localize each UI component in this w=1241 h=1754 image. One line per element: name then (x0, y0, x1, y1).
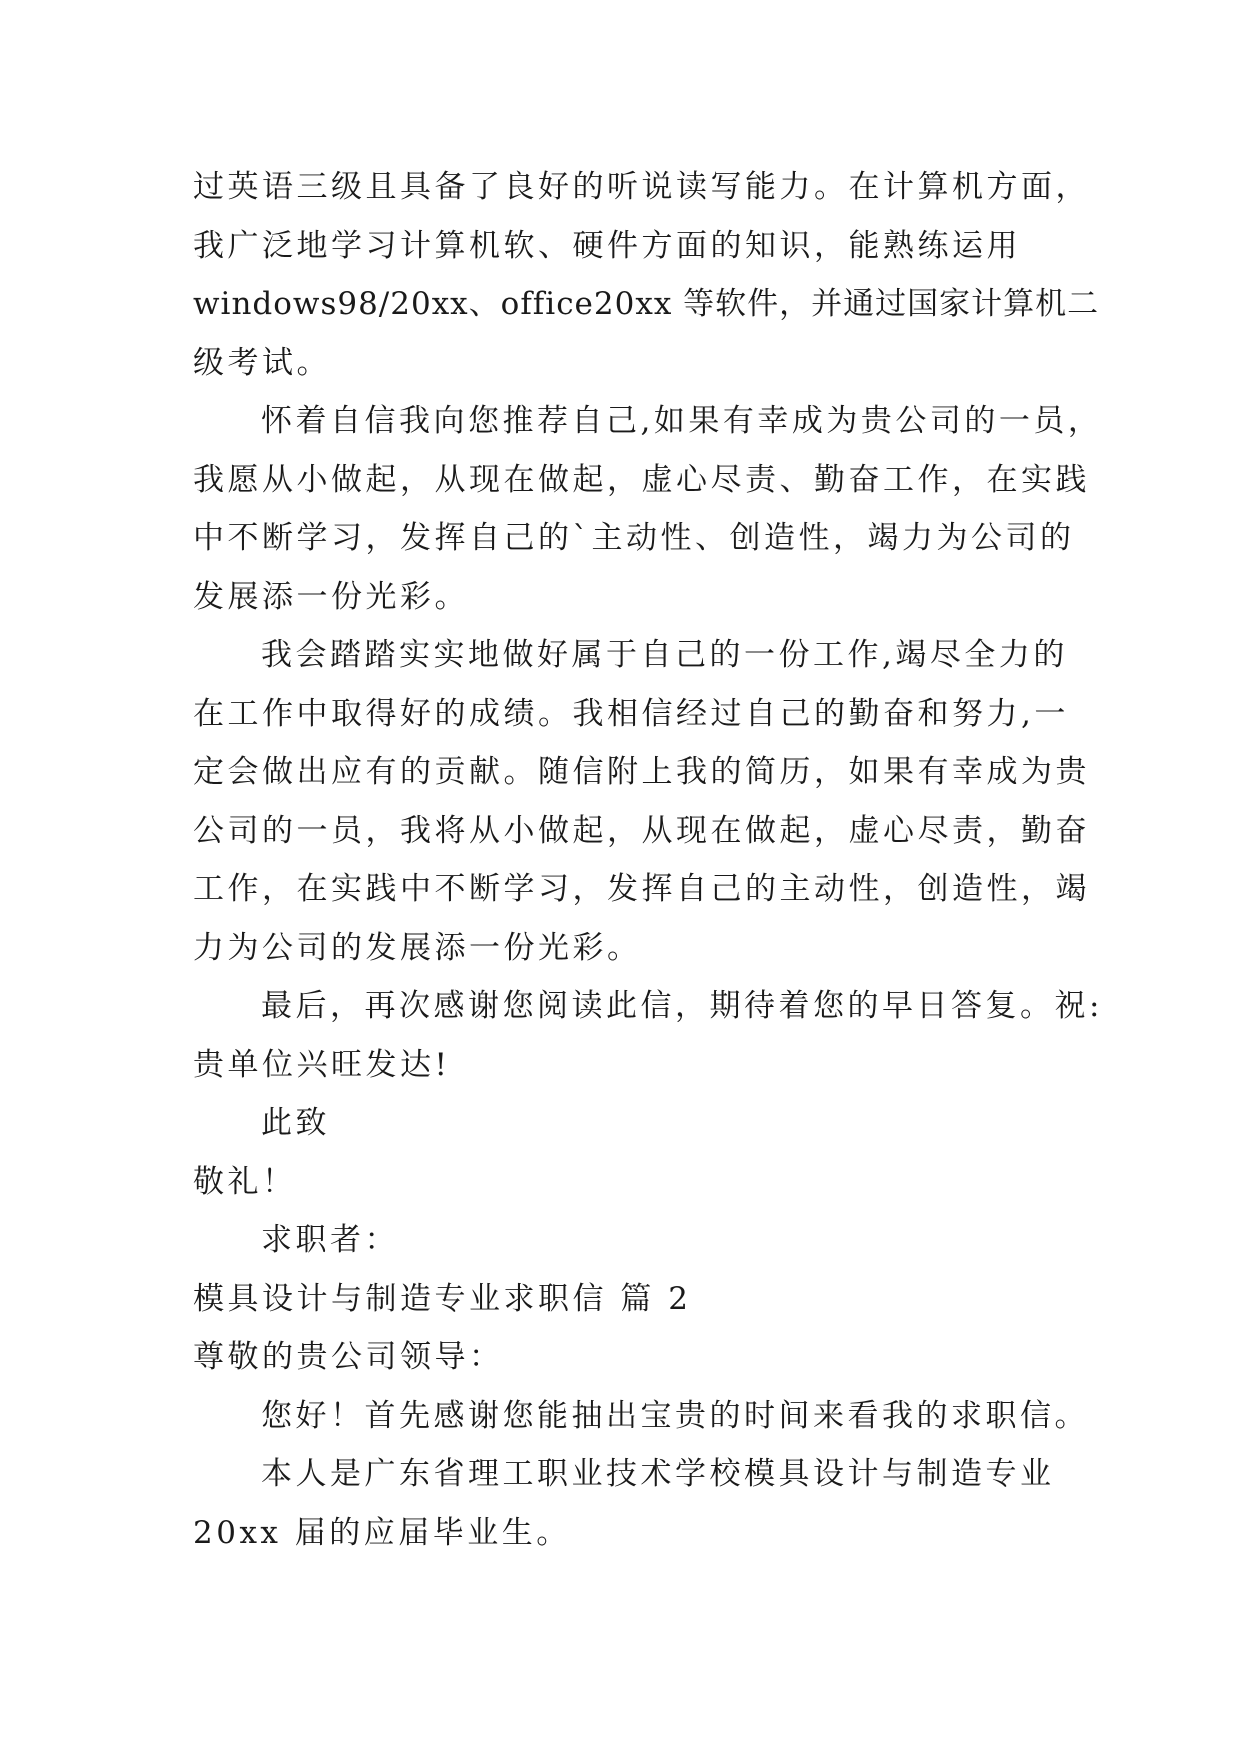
text-line: 求职者： (261, 1222, 399, 1258)
text-line: 20xx 届的应届毕业生。 (193, 1514, 571, 1551)
text-line: 模具设计与制造专业求职信 篇 2 (193, 1280, 692, 1317)
text-line: 尊敬的贵公司领导： (193, 1339, 504, 1375)
text-line: windows98/20xx、office20xx 等软件，并通过国家计算机二 (193, 286, 1100, 322)
text-line: 我会踏踏实实地做好属于自己的一份工作,竭尽全力的 (261, 637, 1068, 673)
text-line: 级考试。 (193, 344, 331, 381)
text-line: 过英语三级且具备了良好的听说读写能力。在计算机方面， (193, 169, 1090, 205)
text-line: 怀着自信我向您推荐自己,如果有幸成为贵公司的一员， (261, 403, 1103, 439)
text-line: 此致 (261, 1105, 330, 1141)
text-line: 工作，在实践中不断学习，发挥自己的主动性，创造性，竭 (193, 871, 1090, 907)
text-line: 发展添一份光彩。 (193, 578, 469, 615)
letter-body (193, 158, 1103, 1562)
text-line: 最后，再次感谢您阅读此信，期待着您的早日答复。祝: (261, 988, 1103, 1024)
text-line: 贵单位兴旺发达! (193, 1046, 451, 1083)
text-line: 定会做出应有的贡献。随信附上我的简历，如果有幸成为贵 (193, 754, 1090, 790)
text-line: 在工作中取得好的成绩。我相信经过自己的勤奋和努力,一 (193, 695, 1069, 732)
text-line: 敬礼！ (193, 1163, 297, 1200)
text-line: 我广泛地学习计算机软、硬件方面的知识，能熟练运用 (193, 227, 1021, 264)
text-line: 力为公司的发展添一份光彩。 (193, 929, 642, 966)
text-line: 我愿从小做起，从现在做起，虚心尽责、勤奋工作，在实践 (193, 461, 1090, 498)
text-line: 中不断学习，发挥自己的`主动性、创造性，竭力为公司的 (193, 520, 1075, 556)
text-line: 您好！首先感谢您能抽出宝贵的时间来看我的求职信。 (261, 1397, 1089, 1434)
text-line: 公司的一员，我将从小做起，从现在做起，虚心尽责，勤奋 (193, 812, 1090, 849)
text-line: 本人是广东省理工职业技术学校模具设计与制造专业 (261, 1456, 1055, 1492)
